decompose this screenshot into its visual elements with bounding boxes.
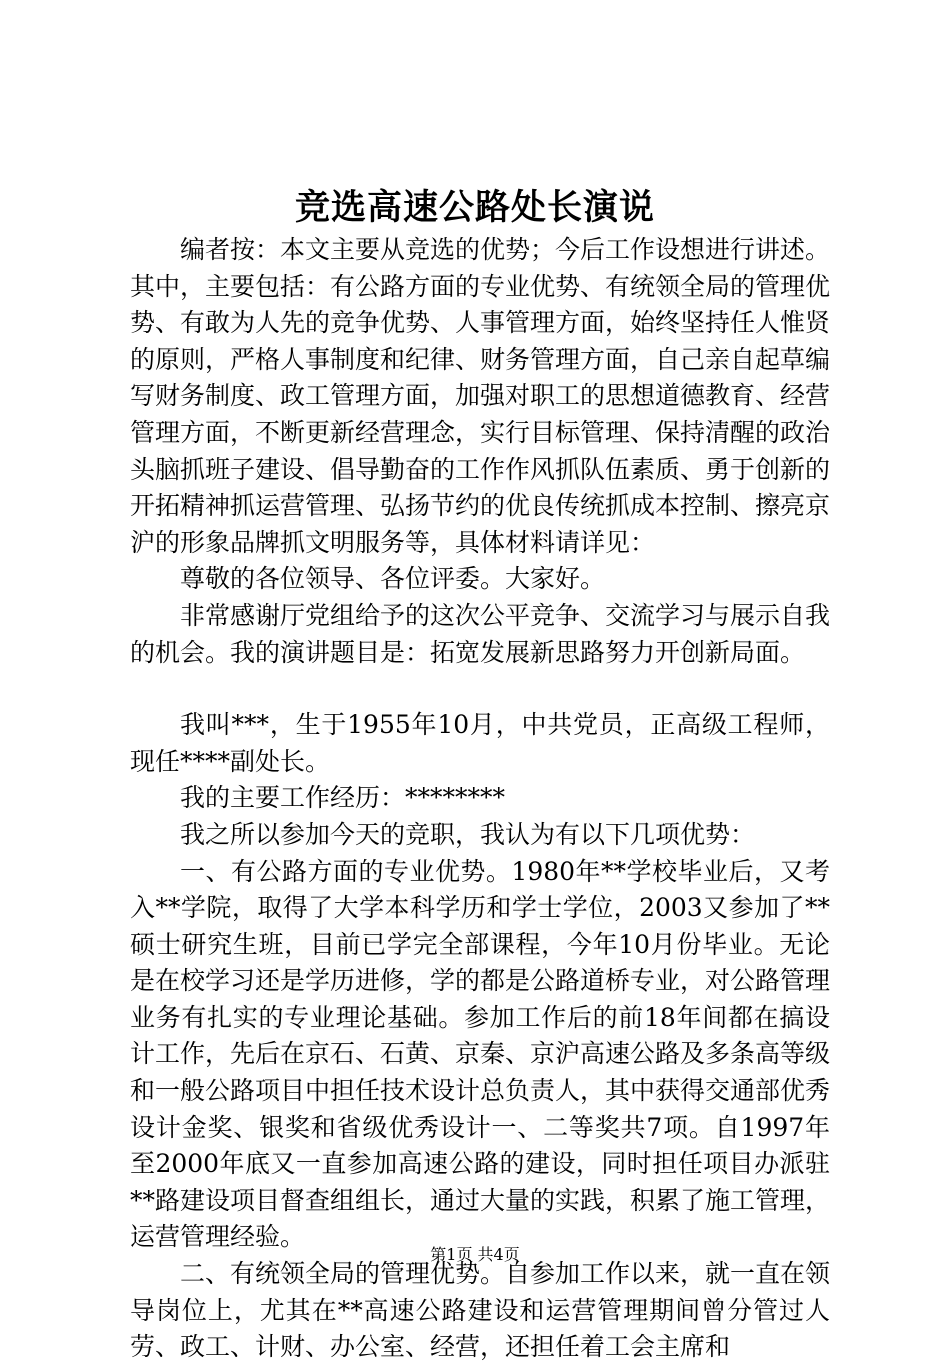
- professional-advantage-paragraph: 一、有公路方面的专业优势。1980年**学校毕业后，又考入**学院，取得了大学本科学历和学士学位，2003又参加了**硕士研究生班，目前已学完全部课程，今年10月份毕业。无论是在校学习还是学历进修，学的都是公路道桥专业，对公路管理业务有扎实的专业理论基础。参加工作后的前18年间都在搞设计工作，先后在京石、石黄、京秦、京沪高速公路及多条高等级和一般公路项目中担任技术设计总负责人，其中获得交通部优秀设计金奖、银奖和省级优秀设计一、二等奖共7项。自1997年至2000年底又一直参加高速公路的建设，同时担任项目办派驻**路建设项目督查组组长，通过大量的实践，积累了施工管理，运营管理经验。: [130, 856, 831, 1252]
- management-advantage-paragraph: 二、有统领全局的管理优势。自参加工作以来，就一直在领导岗位上，尤其在**高速公路建设和运营管理期间曾分管过人劳、政工、计财、办公室、经营，还担任着工会主席和: [130, 1259, 831, 1362]
- thanks-paragraph: 非常感谢厅党组给予的这次公平竞争、交流学习与展示自我的机会。我的演讲题目是：拓宽发展新思路努力开创新局面。: [130, 600, 831, 667]
- document-title: 竞选高速公路处长演说: [294, 187, 655, 228]
- self-introduction-paragraph: 我叫***，生于1955年10月，中共党员，正高级工程师，现任****副处长。: [130, 710, 830, 776]
- page-number-footer: 第1页 共4页: [430, 1245, 520, 1264]
- greeting-paragraph: 尊敬的各位领导、各位评委。大家好。: [180, 564, 606, 594]
- editor-note-paragraph: 编者按：本文主要从竞选的优势；今后工作设想进行讲述。其中，主要包括：有公路方面的专业优势、有统领全局的管理优势、有敢为人先的竞争优势、人事管理方面，始终坚持任人惟贤的原则，严格人事制度和纪律、财务管理方面，自己亲自起草编写财务制度、政工管理方面，加强对职工的思想道德教育、经营管理方面，不断更新经营理念，实行目标管理、保持清醒的政治头脑抓班子建设、倡导勤奋的工作作风抓队伍素质、勇于创新的开拓精神抓运营管理、弘扬节约的优良传统抓成本控制、擦亮京沪的形象品牌抓文明服务等，具体材料请详见：: [130, 235, 831, 557]
- advantages-intro-paragraph: 我之所以参加今天的竞职，我认为有以下几项优势：: [180, 819, 756, 849]
- work-experience-paragraph: 我的主要工作经历：********: [180, 783, 506, 813]
- document-body: [130, 232, 830, 1366]
